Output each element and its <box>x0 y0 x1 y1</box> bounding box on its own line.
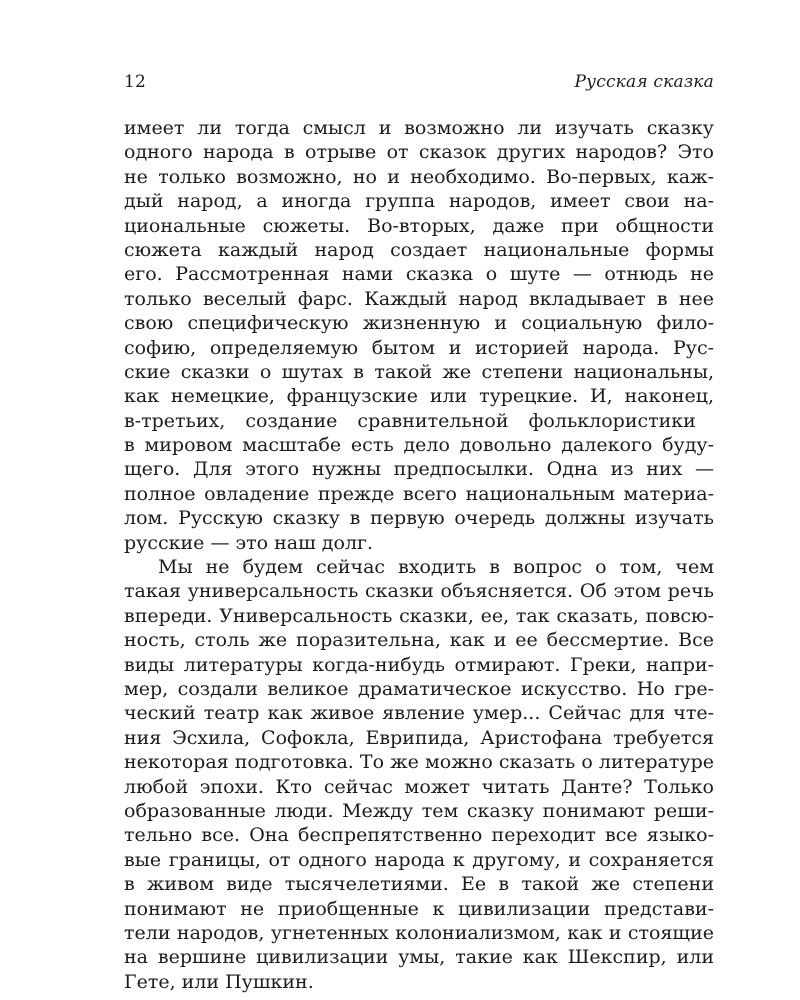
page-number: 12 <box>124 72 147 92</box>
text-line: имеет ли тогда смысл и возможно ли изучать сказку <box>124 117 714 139</box>
text-line: его. Рассмотренная нами сказка о шуте — отнюдь не <box>124 263 714 286</box>
text-line: ские сказки о шутах в такой же степени национальны, <box>124 360 714 383</box>
paragraph-2 <box>124 555 714 994</box>
text-line: лом. Русскую сказку в первую очередь должны изучать <box>124 507 714 530</box>
text-line: понимают не приобщенные к цивилизации представи- <box>124 897 714 920</box>
text-line: свою специфическую жизненную и социальную фило- <box>124 312 714 335</box>
text-line: такая универсальность сказки объясняется. Об этом речь <box>124 580 714 603</box>
text-line: образованные люди. Между тем сказку понимают реши- <box>124 799 714 822</box>
text-line: щего. Для этого нужны предпосылки. Одна из них — <box>124 458 714 481</box>
text-line: ность, столь же поразительна, как и ее бессмертие. Все <box>124 629 714 652</box>
text-line: только веселый фарс. Каждый народ вкладывает в нее <box>124 287 714 310</box>
text-line: тельно все. Она беспрепятственно переходит все языко- <box>124 824 714 847</box>
text-line: Мы не будем сейчас входить в вопрос о том, чем <box>158 556 714 579</box>
text-line: одного народа в отрыве от сказок других народов? Это <box>124 141 714 164</box>
text-line: дый народ, а иногда группа народов, имеет свои на- <box>124 190 714 213</box>
text-line: не только возможно, но и необходимо. Во-первых, каж- <box>124 165 714 188</box>
page-header <box>124 72 714 98</box>
text-line: в мировом масштабе есть дело довольно далекого буду- <box>124 434 714 457</box>
text-line: софию, определяемую бытом и историей народа. Рус- <box>124 336 714 359</box>
text-line: в живом виде тысячелетиями. Ее в такой же степени <box>124 873 714 896</box>
text-line: на вершине цивилизации умы, такие как Шекспир, или <box>124 946 714 969</box>
text-line: полное овладение прежде всего национальным материа- <box>124 482 714 505</box>
text-line: циональные сюжеты. Во-вторых, даже при общности <box>124 214 714 237</box>
text-line: мер, создали великое драматическое искусство. Но гре- <box>124 677 714 700</box>
text-line: ния Эсхила, Софокла, Еврипида, Аристофана требуется <box>124 726 714 749</box>
text-line: Гете, или Пушкин. <box>124 970 314 993</box>
text-line: в-третьих, создание сравнительной фольклористики <box>124 409 696 432</box>
text-line: ческий театр как живое явление умер... Сейчас для чте- <box>124 702 714 725</box>
text-line: сюжета каждый народ создает национальные формы <box>124 238 714 261</box>
text-line: некоторая подготовка. То же можно сказать о литературе <box>124 751 714 774</box>
text-line: виды литературы когда-нибудь отмирают. Греки, напри- <box>124 653 714 676</box>
text-line: вые границы, от одного народа к другому, и сохраняется <box>124 848 714 871</box>
text-line: тели народов, угнетенных колониализмом, как и стоящие <box>124 921 714 944</box>
paragraph-1 <box>124 116 714 555</box>
text-line: любой эпохи. Кто сейчас может читать Данте? Только <box>124 775 714 798</box>
text-line: русские — это наш долг. <box>124 531 374 554</box>
text-line: впереди. Универсальность сказки, ее, так сказать, повсю- <box>124 604 714 627</box>
text-line: как немецкие, французские или турецкие. И, наконец, <box>124 385 714 408</box>
running-title: Русская сказка <box>574 72 714 92</box>
body-text <box>124 116 714 994</box>
